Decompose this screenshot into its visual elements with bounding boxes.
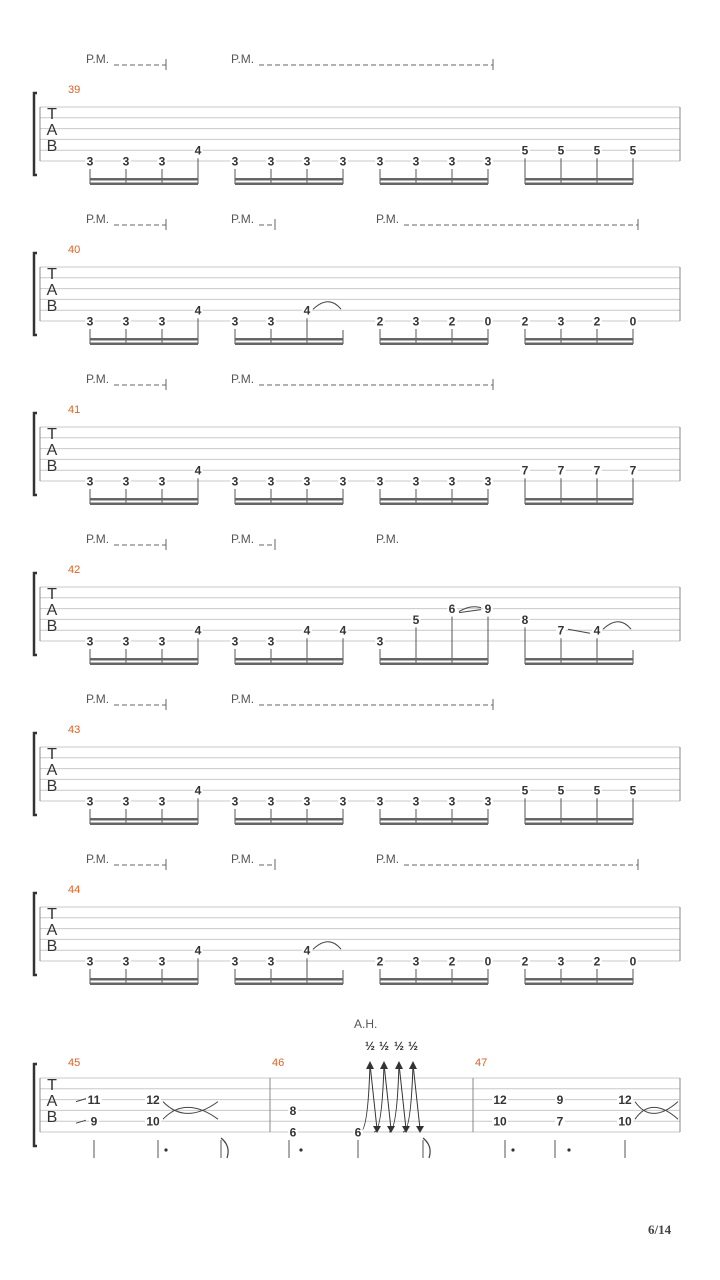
- tab-clef-letter: T: [47, 1077, 57, 1094]
- fret-number: 0: [629, 954, 637, 969]
- palm-mute-label: P.M.: [231, 52, 255, 66]
- fret-number: 3: [557, 314, 565, 329]
- fret-number: 3: [339, 154, 347, 169]
- fret-number: 3: [158, 794, 166, 809]
- fret-number: 3: [303, 794, 311, 809]
- palm-mute-label: P.M.: [86, 692, 110, 706]
- fret-number: 2: [521, 954, 529, 969]
- tab-system-42: [34, 532, 680, 665]
- page-number: 6/14: [648, 1222, 672, 1237]
- fret-number: 7: [557, 463, 565, 478]
- beam: [380, 818, 488, 821]
- eighth-flag: [423, 1138, 430, 1158]
- tie: [603, 622, 631, 630]
- tab-clef-letter: B: [46, 618, 58, 635]
- tab-clef-letter: T: [47, 906, 57, 923]
- fret-number: 4: [194, 303, 202, 318]
- fret-number: 3: [412, 314, 420, 329]
- tab-clef-letter: T: [47, 426, 57, 443]
- fret-number: 4: [593, 623, 601, 638]
- fret-number: 7: [521, 463, 529, 478]
- bend-release: [384, 1064, 391, 1129]
- beam: [90, 663, 198, 666]
- palm-mute-label: P.M.: [86, 532, 110, 546]
- fret-number: 3: [484, 154, 492, 169]
- fret-number: 3: [158, 474, 166, 489]
- bend-release: [413, 1064, 420, 1129]
- fret-number: 0: [484, 314, 492, 329]
- beam: [525, 498, 633, 501]
- fret-number: 3: [122, 634, 130, 649]
- tab-clef-letter: B: [46, 1109, 58, 1126]
- fret-number: 5: [557, 143, 565, 158]
- beam: [90, 503, 198, 506]
- fret-number: 3: [122, 154, 130, 169]
- fret-number: 3: [86, 954, 94, 969]
- augmentation-dot: [511, 1148, 514, 1151]
- bend-release: [370, 1064, 377, 1129]
- fret-number: 0: [484, 954, 492, 969]
- tie: [313, 302, 341, 310]
- fret-number: 4: [303, 943, 311, 958]
- palm-mute-label: P.M.: [231, 532, 255, 546]
- beam: [235, 498, 343, 501]
- tab-clef-letter: T: [47, 266, 57, 283]
- fret-number: 6: [448, 602, 456, 617]
- beam: [90, 338, 198, 341]
- beam: [525, 818, 633, 821]
- system-bracket: [34, 253, 37, 335]
- beam: [235, 983, 343, 986]
- fret-number: 3: [267, 634, 275, 649]
- fret-number: 3: [376, 474, 384, 489]
- beam: [90, 498, 198, 501]
- fret-number: 9: [556, 1093, 564, 1108]
- system-bracket: [34, 1064, 37, 1146]
- fret-number: 3: [376, 634, 384, 649]
- fret-number: 3: [303, 154, 311, 169]
- beam: [380, 823, 488, 826]
- fret-number: 2: [593, 954, 601, 969]
- fret-number: 4: [194, 783, 202, 798]
- beam: [235, 343, 343, 346]
- fret-number: 4: [194, 943, 202, 958]
- beam: [380, 178, 488, 181]
- fret-number: 2: [521, 314, 529, 329]
- palm-mute-label: P.M.: [376, 532, 400, 546]
- bend-amount-label: ½: [393, 1039, 405, 1053]
- tab-clef-letter: B: [46, 138, 58, 155]
- beam: [235, 978, 343, 981]
- fret-number: 6: [289, 1125, 297, 1140]
- fret-number: 5: [521, 143, 529, 158]
- beam: [90, 978, 198, 981]
- bend-amount-label: ½: [364, 1039, 376, 1053]
- system-bracket: [34, 573, 37, 655]
- fret-number: 9: [484, 602, 492, 617]
- beam: [380, 338, 488, 341]
- system-bracket: [34, 733, 37, 815]
- fret-number: 4: [303, 303, 311, 318]
- tab-system-40: [34, 212, 680, 345]
- beam: [380, 498, 488, 501]
- fret-number: 3: [557, 954, 565, 969]
- augmentation-dot: [164, 1148, 167, 1151]
- palm-mute-label: P.M.: [376, 212, 400, 226]
- palm-mute-label: P.M.: [86, 372, 110, 386]
- beam: [235, 178, 343, 181]
- beam: [380, 978, 488, 981]
- tab-clef-letter: T: [47, 106, 57, 123]
- palm-mute-label: P.M.: [376, 852, 400, 866]
- fret-number: 3: [231, 154, 239, 169]
- measure-number: 47: [475, 1057, 488, 1069]
- fret-number: 3: [86, 634, 94, 649]
- fret-number: 10: [493, 1114, 507, 1129]
- tab-clef-letter: A: [46, 762, 58, 779]
- fret-number: 10: [618, 1114, 632, 1129]
- fret-number: 3: [231, 634, 239, 649]
- bend-up: [403, 1064, 413, 1132]
- fret-number: 5: [593, 143, 601, 158]
- fret-number: 3: [376, 794, 384, 809]
- system-bracket: [34, 93, 37, 175]
- tab-clef-letter: A: [46, 602, 58, 619]
- fret-number: 3: [122, 314, 130, 329]
- beam: [235, 818, 343, 821]
- fret-number: 4: [194, 143, 202, 158]
- measure-number: 41: [68, 404, 81, 416]
- beam: [380, 663, 488, 666]
- fret-number: 3: [231, 474, 239, 489]
- beam: [235, 663, 343, 666]
- beam: [380, 503, 488, 506]
- beam: [235, 823, 343, 826]
- beam: [90, 658, 198, 661]
- fret-number: 3: [303, 474, 311, 489]
- beam: [525, 503, 633, 506]
- fret-number: 3: [339, 474, 347, 489]
- beam: [90, 183, 198, 186]
- fret-number: 4: [194, 463, 202, 478]
- fret-number: 5: [593, 783, 601, 798]
- harmonic-label: A.H.: [354, 1017, 378, 1031]
- fret-number: 3: [448, 794, 456, 809]
- fret-number: 12: [146, 1093, 160, 1108]
- tab-clef-letter: A: [46, 122, 58, 139]
- beam: [525, 663, 633, 666]
- fret-number: 2: [448, 314, 456, 329]
- fret-number: 3: [448, 474, 456, 489]
- beam: [235, 503, 343, 506]
- fret-number: 3: [339, 794, 347, 809]
- beam: [380, 983, 488, 986]
- fret-number: 3: [122, 474, 130, 489]
- beam: [380, 183, 488, 186]
- beam: [525, 823, 633, 826]
- fret-number: 3: [158, 634, 166, 649]
- fret-number: 3: [86, 794, 94, 809]
- fret-number: 2: [593, 314, 601, 329]
- fret-number: 5: [557, 783, 565, 798]
- fret-number: 3: [267, 474, 275, 489]
- fret-number: 7: [556, 1114, 564, 1129]
- palm-mute-label: P.M.: [231, 852, 255, 866]
- fret-number: 3: [267, 154, 275, 169]
- palm-mute-label: P.M.: [231, 692, 255, 706]
- fret-number: 3: [231, 954, 239, 969]
- fret-number: 8: [521, 612, 529, 627]
- fret-number: 3: [122, 794, 130, 809]
- fret-number: 3: [122, 954, 130, 969]
- beam: [90, 818, 198, 821]
- palm-mute-label: P.M.: [86, 212, 110, 226]
- fret-number: 7: [629, 463, 637, 478]
- fret-number: 12: [618, 1093, 632, 1108]
- measure-number: 46: [272, 1057, 285, 1069]
- beam: [235, 658, 343, 661]
- fret-number: 7: [557, 623, 565, 638]
- bend-up: [360, 1064, 370, 1132]
- fret-number: 10: [146, 1114, 160, 1129]
- fret-number: 5: [521, 783, 529, 798]
- fret-number: 3: [448, 154, 456, 169]
- measure-number: 40: [68, 244, 81, 256]
- beam: [380, 658, 488, 661]
- measure-number: 45: [68, 1057, 81, 1069]
- fret-number: 3: [376, 154, 384, 169]
- beam: [235, 183, 343, 186]
- tab-system-44: [34, 852, 680, 985]
- fret-number: 4: [339, 623, 347, 638]
- palm-mute-label: P.M.: [86, 852, 110, 866]
- beam: [90, 823, 198, 826]
- bend-amount-label: ½: [378, 1039, 390, 1053]
- fret-number: 3: [86, 314, 94, 329]
- tab-system-43: [34, 692, 680, 825]
- fret-number: 3: [484, 474, 492, 489]
- tab-clef-letter: T: [47, 586, 57, 603]
- fret-number: 3: [231, 314, 239, 329]
- palm-mute-label: P.M.: [86, 52, 110, 66]
- fret-number: 3: [412, 154, 420, 169]
- eighth-flag: [221, 1138, 228, 1158]
- tab-system-45-47: [34, 1017, 680, 1158]
- beam: [525, 983, 633, 986]
- fret-number: 11: [87, 1093, 101, 1108]
- augmentation-dot: [299, 1148, 302, 1151]
- fret-number: 3: [231, 794, 239, 809]
- fret-number: 2: [448, 954, 456, 969]
- tab-system-41: [34, 372, 680, 505]
- fret-number: 3: [158, 954, 166, 969]
- fret-number: 4: [194, 623, 202, 638]
- tab-clef-letter: B: [46, 778, 58, 795]
- fret-number: 3: [412, 954, 420, 969]
- beam: [525, 338, 633, 341]
- fret-number: 4: [303, 623, 311, 638]
- beam: [525, 343, 633, 346]
- tab-clef-letter: A: [46, 282, 58, 299]
- fret-number: 3: [158, 154, 166, 169]
- beam: [90, 343, 198, 346]
- fret-number: 3: [267, 794, 275, 809]
- tab-clef-letter: A: [46, 922, 58, 939]
- fret-number: 3: [267, 314, 275, 329]
- tab-clef-letter: B: [46, 298, 58, 315]
- fret-number: 2: [376, 954, 384, 969]
- fret-number: 3: [86, 154, 94, 169]
- measure-number: 42: [68, 564, 81, 576]
- fret-number: 3: [267, 954, 275, 969]
- augmentation-dot: [567, 1148, 570, 1151]
- beam: [525, 178, 633, 181]
- beam: [525, 183, 633, 186]
- measure-number: 43: [68, 724, 81, 736]
- fret-number: 12: [493, 1093, 507, 1108]
- fret-number: 2: [376, 314, 384, 329]
- palm-mute-label: P.M.: [231, 372, 255, 386]
- system-bracket: [34, 413, 37, 495]
- tab-clef-letter: A: [46, 1093, 58, 1110]
- fret-number: 5: [412, 612, 420, 627]
- tab-clef-letter: B: [46, 458, 58, 475]
- tab-clef-letter: T: [47, 746, 57, 763]
- beam: [525, 658, 633, 661]
- fret-number: 5: [629, 143, 637, 158]
- beam: [90, 178, 198, 181]
- fret-number: 7: [593, 463, 601, 478]
- system-bracket: [34, 893, 37, 975]
- bend-release: [399, 1064, 406, 1129]
- fret-number: 0: [629, 314, 637, 329]
- beam: [90, 983, 198, 986]
- tab-clef-letter: B: [46, 938, 58, 955]
- fret-number: 6: [354, 1125, 362, 1140]
- measure-number: 44: [68, 884, 81, 896]
- tie: [313, 942, 341, 950]
- palm-mute-label: P.M.: [231, 212, 255, 226]
- measure-number: 39: [68, 84, 81, 96]
- tab-system-39: [34, 52, 680, 185]
- fret-number: 8: [289, 1103, 297, 1118]
- fret-number: 3: [484, 794, 492, 809]
- fret-number: 9: [90, 1114, 98, 1129]
- fret-number: 3: [412, 794, 420, 809]
- beam: [380, 343, 488, 346]
- fret-number: 3: [86, 474, 94, 489]
- fret-number: 3: [158, 314, 166, 329]
- beam: [235, 338, 343, 341]
- bend-amount-label: ½: [407, 1039, 419, 1053]
- fret-number: 5: [629, 783, 637, 798]
- bend-up: [374, 1064, 384, 1132]
- fret-number: 3: [412, 474, 420, 489]
- beam: [525, 978, 633, 981]
- tab-clef-letter: A: [46, 442, 58, 459]
